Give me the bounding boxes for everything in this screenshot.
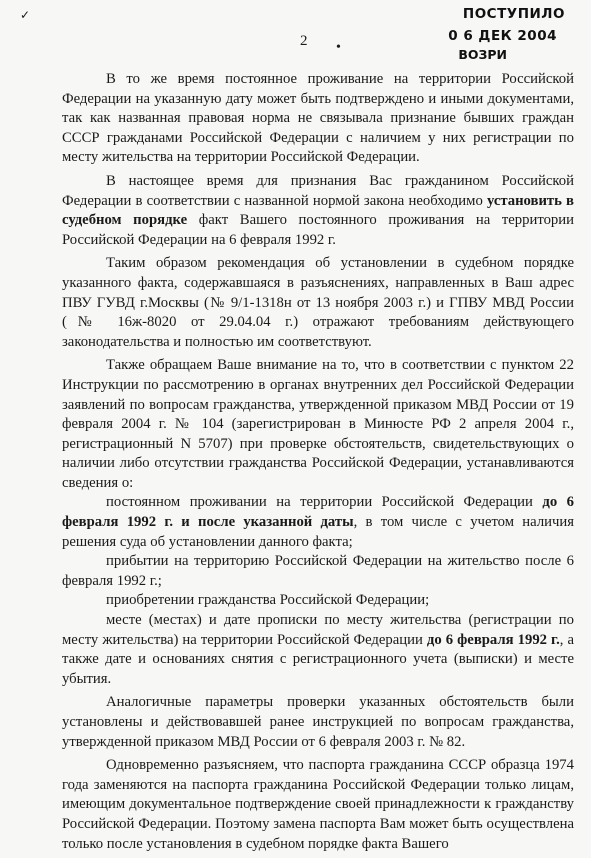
paragraph-instruction: Также обращаем Ваше внимание на то, что в соответствии с пунктом 22 Инструкции по рассмотрению в органах внутренних дел Российской Федерации заявлений по вопросам гражданства, утвержденной приказом МВД России от 19 февраля 2004 г. № 104 (зарегистрирован в Минюсте РФ 2 апреля 2004 г., регистрационный N 5707) при проверке обстоятельств, свидетельствующих о наличии либо отсутствии гражданства Российской Федерации, устанавливаются сведения о: [62,357,574,491]
paragraph-court-requirement [62,172,574,250]
bold-text: до 6 февраля 1992 г. [426,631,560,648]
stamp-line-received: ПОСТУПИЛО [462,6,565,22]
text-part: месте (местах) и дате прописки по месту жительства (регистрации по месту жительства) на территории Российской Федерации [62,612,574,648]
paragraph-passport: Одновременно разъясняем, что паспорта гражданина СССР образца 1974 года заменяются на паспорта гражданина Российской Федерации только лицам, имеющим документальное подтверждение своей принадлежности к гражданству Российской Федерации. Поэтому замена паспорта Вам может быть осуществлена только после установления в судебном порядке факта Вашего [62,757,574,852]
text-part: , а также дате и основаниях снятия с регистрационного учета (выписки) и месте убытия. [62,631,574,687]
received-stamp [415,6,565,62]
text-part: факт Вашего постоянного проживания на территории Российской Федерации на 6 февраля 1992 г. [62,212,574,248]
list-item-residence [62,493,574,552]
text-part: , в том числе с учетом наличия решения суда об установлении данного факта; [62,514,575,550]
list-item-acquisition: приобретении гражданства Российской Федерации; [106,592,430,609]
paragraph-residence-proof: В то же время постоянное проживание на территории Российской Федерации на указанную дату может быть подтверждено и иными документами, так как названная правовая норма не связывала признание бывших граждан СССР гражданами Российской Федерации с наличием у них регистрации по месту жительства на территории Российской Федерации. [62,71,574,166]
text-part: В настоящее время для признания Вас гражданином Российской Федерации в соответствии с названной нормой закона необходимо [62,172,574,209]
dot-mark: • [336,40,341,55]
list-item-registration [62,611,574,689]
paragraph-previous-instruction: Аналогичные параметры проверки указанных обстоятельств были установлены и действовавшей ранее инструкцией по вопросам гражданства, утвержденной приказом МВД России от 6 февраля 2003 г. № 82. [62,694,574,750]
bold-text: установить в судебном порядке [62,192,574,229]
stamp-line-date: 0 6 ДЕК 2004 [448,28,557,44]
page-number: 2 [300,33,308,49]
stamp-line-dept: ВОЗРИ [458,47,507,62]
letter-body [62,70,574,858]
list-item-arrival: прибытии на территорию Российской Федерации на жительство после 6 февраля 1992 г.; [62,553,574,589]
paragraph-recommendation: Таким образом рекомендация об установлении в судебном порядке указанного факта, содержавшаяся в разъяснениях, направленных в Ваш адрес ПВУ ГУВД г.Москвы (№ 9/1-1318н от 13 ноября 2003 г.) и ГПВУ МВД России (№ 16ж-8020 от 29.04.04 г.) отражают требованиям действующего законодательства и полностью им соответствуют. [62,255,574,350]
bold-text: до 6 февраля 1992 г. и после указанной даты [62,494,574,531]
text-part: постоянном проживании на территории Российской Федерации [106,494,543,511]
check-mark: ✓ [20,8,31,22]
